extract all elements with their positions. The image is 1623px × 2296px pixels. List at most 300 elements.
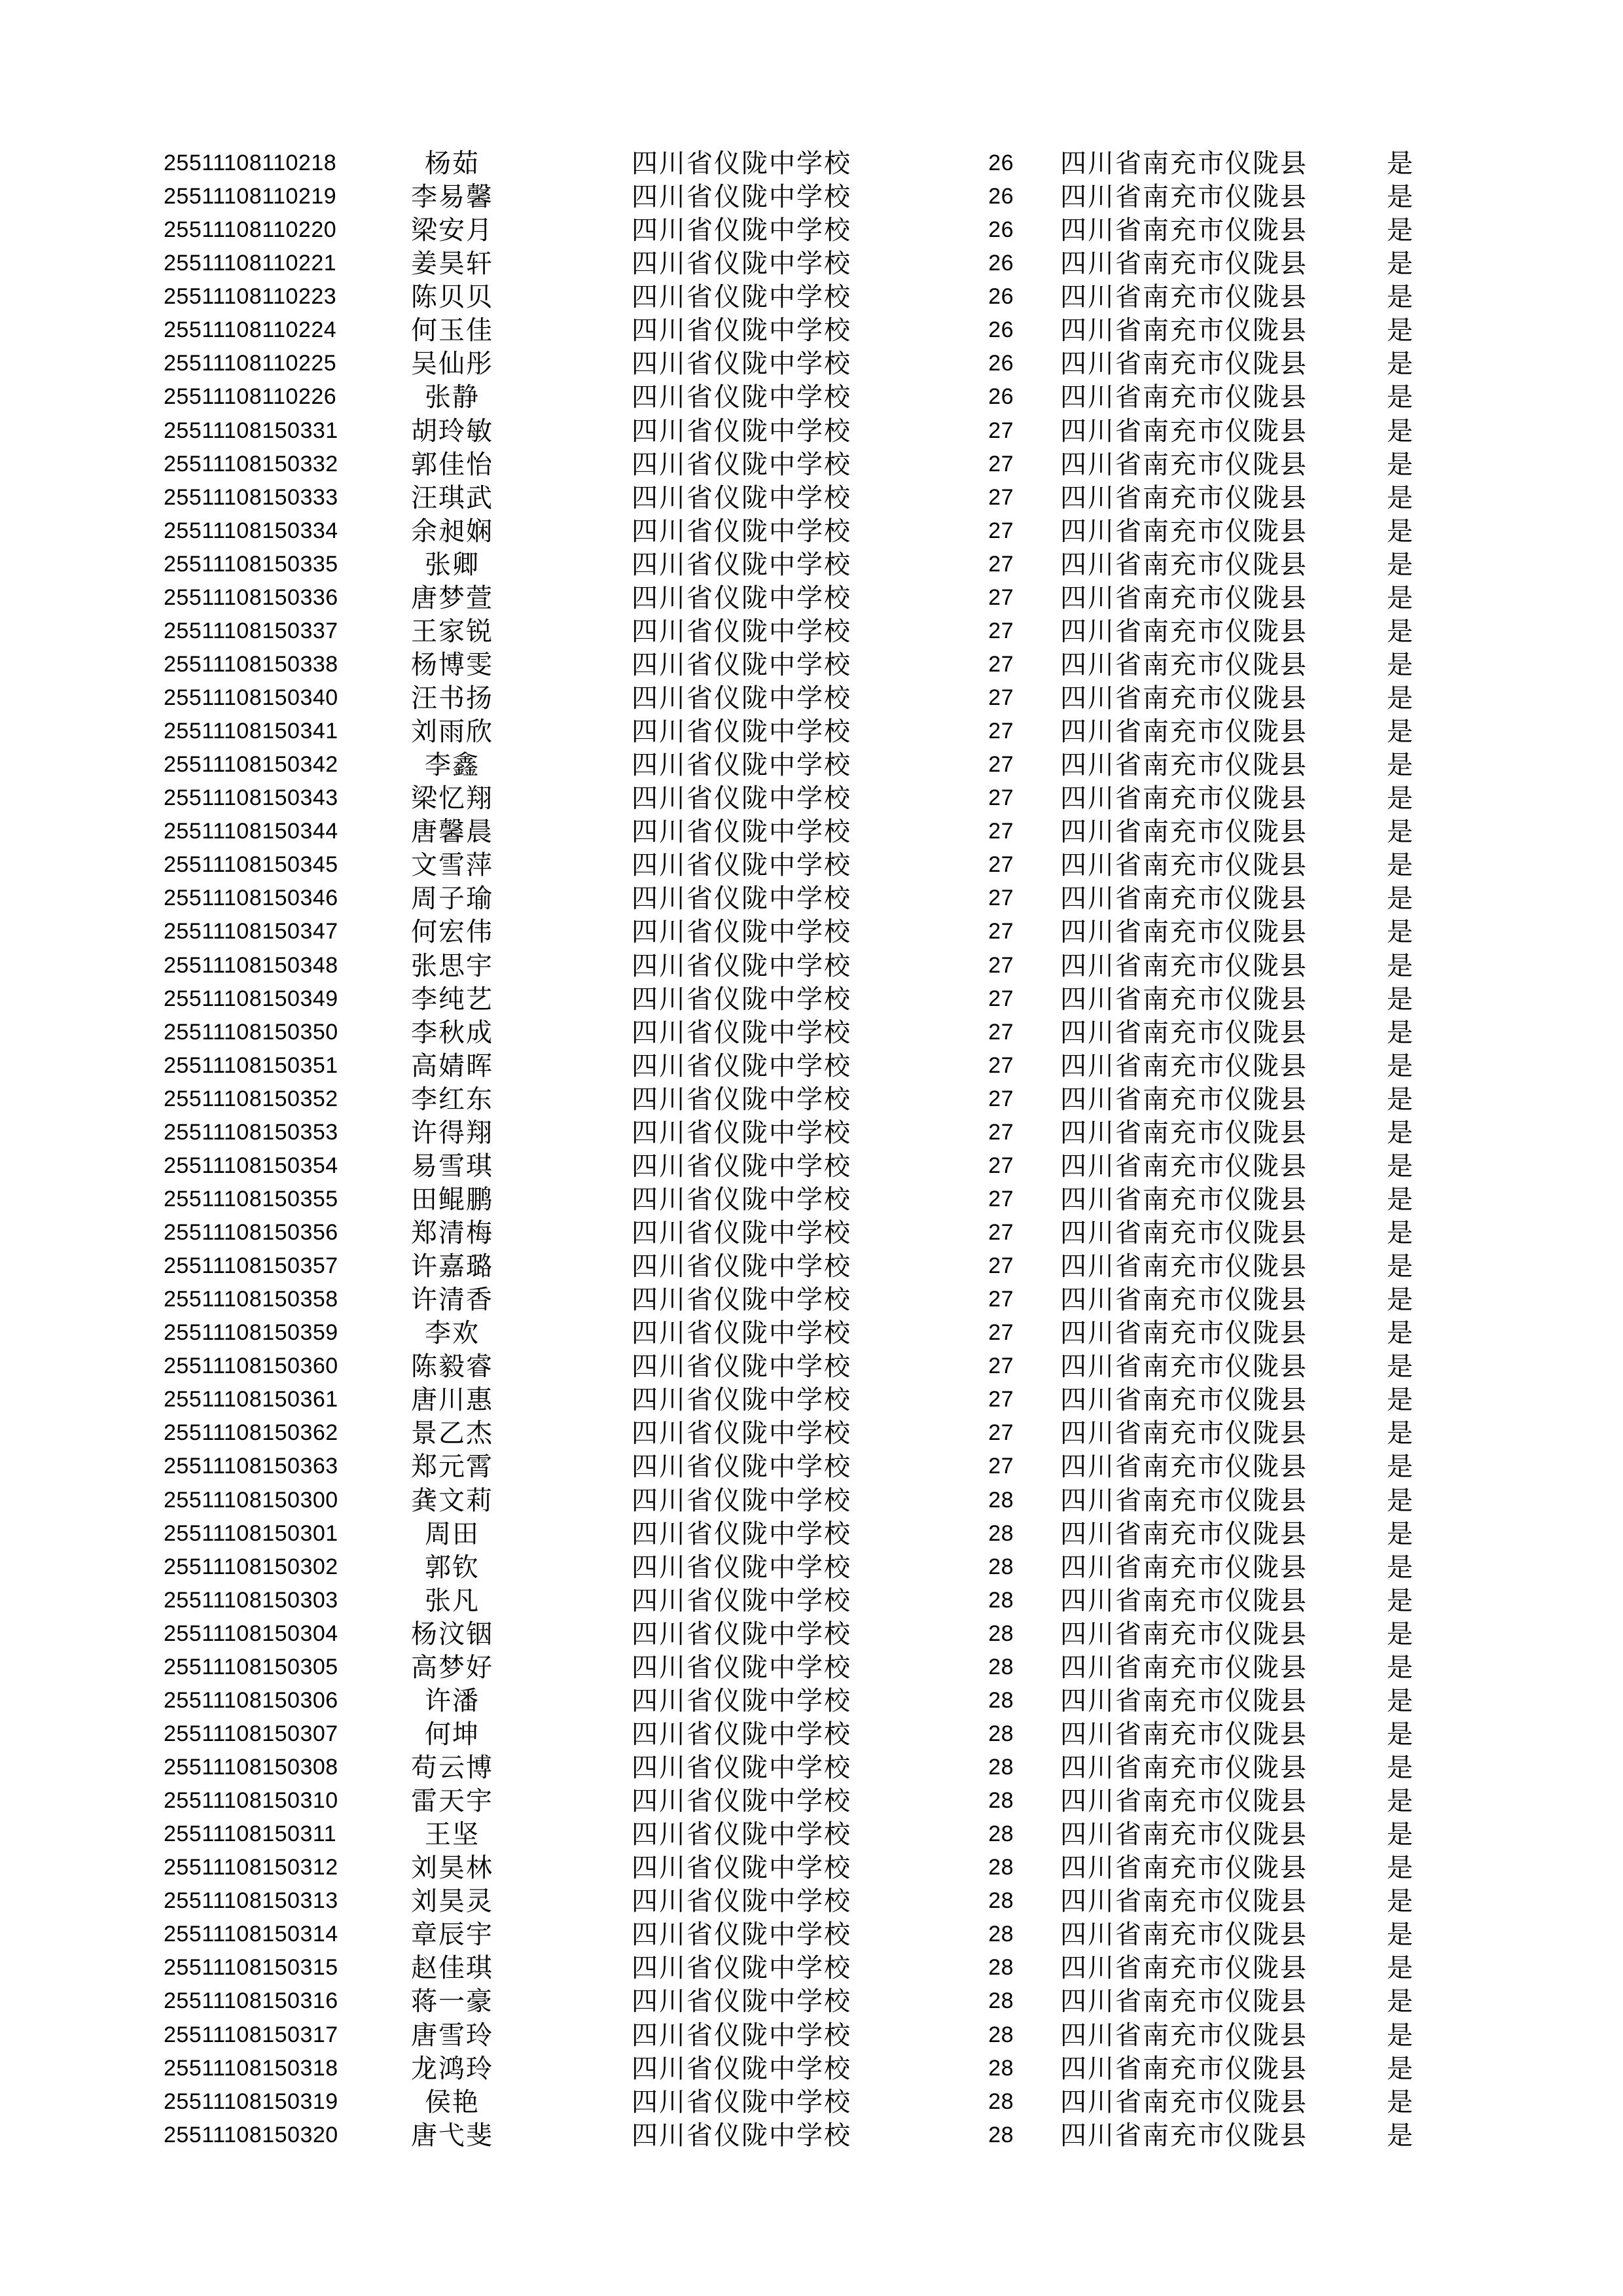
student-name-cell: 何玉佳 [411,315,493,346]
table-row [0,1249,1623,1283]
flag-cell: 是 [1387,1652,1413,1682]
student-name-cell: 张静 [425,382,480,412]
table-row [0,1350,1623,1383]
school-cell: 四川省仪陇中学校 [632,215,851,245]
class-number-cell: 27 [988,618,1014,643]
class-number-cell: 27 [988,685,1014,710]
table-row [0,581,1623,615]
table-row [0,514,1623,548]
class-number-cell: 27 [988,1287,1014,1312]
flag-cell: 是 [1387,649,1413,679]
class-number-cell: 27 [988,1086,1014,1111]
table-row [0,1316,1623,1350]
flag-cell: 是 [1387,482,1413,512]
class-number-cell: 28 [988,1821,1014,1847]
student-name-cell: 李秋成 [411,1017,493,1047]
student-name-cell: 侯艳 [425,2087,480,2117]
table-row [0,982,1623,1016]
flag-cell: 是 [1387,516,1413,546]
student-name-cell: 唐雪玲 [411,2020,493,2050]
table-row [0,1149,1623,1183]
student-name-cell: 陈贝贝 [411,282,493,312]
student-name-cell: 章辰宇 [411,1920,493,1950]
county-cell: 四川省南充市仪陇县 [1060,416,1308,446]
class-number-cell: 27 [988,852,1014,878]
school-cell: 四川省仪陇中学校 [632,649,851,679]
student-name-cell: 汪书扬 [411,683,493,713]
school-cell: 四川省仪陇中学校 [632,1050,851,1081]
flag-cell: 是 [1387,349,1413,379]
flag-cell: 是 [1387,315,1413,346]
school-cell: 四川省仪陇中学校 [632,1285,851,1315]
class-number-cell: 26 [988,284,1014,310]
table-row [0,1918,1623,1951]
school-cell: 四川省仪陇中学校 [632,1518,851,1549]
exam-id-cell: 25511108150337 [164,618,338,643]
county-cell: 四川省南充市仪陇县 [1060,1385,1308,1415]
class-number-cell: 28 [988,1755,1014,1780]
student-name-cell: 龙鸿玲 [411,2053,493,2083]
county-cell: 四川省南充市仪陇县 [1060,1753,1308,1782]
exam-id-cell: 25511108150353 [164,1119,338,1145]
class-number-cell: 27 [988,752,1014,778]
class-number-cell: 27 [988,1052,1014,1078]
school-cell: 四川省仪陇中学校 [632,149,851,178]
school-cell: 四川省仪陇中学校 [632,850,851,880]
table-row [0,1884,1623,1918]
student-name-cell: 唐梦萱 [411,583,493,613]
flag-cell: 是 [1387,1251,1413,1282]
student-name-cell: 文雪萍 [411,850,493,880]
exam-id-cell: 25511108150340 [164,685,338,710]
county-cell: 四川省南充市仪陇县 [1060,1285,1308,1315]
student-name-cell: 刘昊灵 [411,1886,493,1916]
exam-id-cell: 25511108110219 [164,184,337,209]
table-row [0,481,1623,514]
exam-id-cell: 25511108150356 [164,1220,338,1245]
class-number-cell: 27 [988,584,1014,610]
school-cell: 四川省仪陇中学校 [632,683,851,713]
student-name-cell: 姜昊轩 [411,249,493,279]
table-row [0,1016,1623,1049]
exam-id-cell: 25511108150360 [164,1354,338,1379]
exam-id-cell: 25511108110224 [164,317,337,343]
table-row [0,280,1623,314]
student-name-cell: 刘雨欣 [411,717,493,747]
student-name-cell: 田鲲鹏 [411,1184,493,1214]
school-cell: 四川省仪陇中学校 [632,2087,851,2117]
class-number-cell: 28 [988,1587,1014,1613]
school-cell: 四川省仪陇中学校 [632,817,851,847]
table-row [0,1784,1623,1818]
county-cell: 四川省南充市仪陇县 [1060,750,1308,780]
exam-id-cell: 25511108110225 [164,351,337,376]
student-name-cell: 赵佳琪 [411,1953,493,1983]
flag-cell: 是 [1387,1184,1413,1214]
exam-id-cell: 25511108150355 [164,1186,338,1211]
class-number-cell: 28 [988,1687,1014,1713]
class-number-cell: 27 [988,1387,1014,1412]
school-cell: 四川省仪陇中学校 [632,1251,851,1282]
school-cell: 四川省仪陇中学校 [632,717,851,747]
county-cell: 四川省南充市仪陇县 [1060,382,1308,412]
exam-id-cell: 25511108150302 [164,1554,338,1579]
class-number-cell: 27 [988,785,1014,811]
flag-cell: 是 [1387,950,1413,980]
flag-cell: 是 [1387,683,1413,713]
table-row [0,1283,1623,1316]
county-cell: 四川省南充市仪陇县 [1060,215,1308,245]
table-row [0,2018,1623,2052]
student-name-cell: 唐弋斐 [411,2120,493,2150]
county-cell: 四川省南充市仪陇县 [1060,2120,1308,2150]
school-cell: 四川省仪陇中学校 [632,1853,851,1883]
student-name-cell: 汪琪武 [411,482,493,512]
county-cell: 四川省南充市仪陇县 [1060,649,1308,679]
table-row [0,2052,1623,2085]
table-row [0,1951,1623,1984]
student-name-cell: 李红东 [411,1084,493,1114]
school-cell: 四川省仪陇中学校 [632,1753,851,1782]
county-cell: 四川省南充市仪陇县 [1060,1184,1308,1214]
exam-id-cell: 25511108150334 [164,518,338,543]
county-cell: 四川省南充市仪陇县 [1060,1853,1308,1883]
exam-id-cell: 25511108150345 [164,852,338,878]
exam-id-cell: 25511108150362 [164,1420,338,1446]
class-number-cell: 27 [988,719,1014,744]
table-row [0,1484,1623,1517]
exam-id-cell: 25511108150314 [164,1922,338,1947]
flag-cell: 是 [1387,1017,1413,1047]
flag-cell: 是 [1387,1585,1413,1615]
school-cell: 四川省仪陇中学校 [632,1184,851,1214]
class-number-cell: 28 [988,1788,1014,1814]
table-row [0,213,1623,247]
student-name-cell: 吴仙彤 [411,349,493,379]
exam-id-cell: 25511108150359 [164,1320,338,1346]
flag-cell: 是 [1387,2053,1413,2083]
student-list [0,147,1623,2152]
student-name-cell: 郭佳怡 [411,449,493,479]
student-name-cell: 张凡 [425,1585,480,1615]
county-cell: 四川省南充市仪陇县 [1060,1920,1308,1950]
class-number-cell: 27 [988,1454,1014,1479]
table-row [0,414,1623,448]
exam-id-cell: 25511108150336 [164,584,338,610]
school-cell: 四川省仪陇中学校 [632,1084,851,1114]
county-cell: 四川省南充市仪陇县 [1060,1886,1308,1916]
class-number-cell: 27 [988,551,1014,577]
student-name-cell: 杨博雯 [411,649,493,679]
table-row [0,1116,1623,1149]
county-cell: 四川省南充市仪陇县 [1060,549,1308,579]
class-number-cell: 27 [988,451,1014,476]
flag-cell: 是 [1387,1552,1413,1582]
flag-cell: 是 [1387,717,1413,747]
exam-id-cell: 25511108150311 [164,1821,337,1847]
exam-id-cell: 25511108110226 [164,384,337,410]
table-row [0,1984,1623,2018]
table-row [0,1083,1623,1116]
school-cell: 四川省仪陇中学校 [632,1953,851,1983]
table-row [0,314,1623,347]
county-cell: 四川省南充市仪陇县 [1060,1685,1308,1715]
class-number-cell: 27 [988,1220,1014,1245]
table-row [0,1617,1623,1651]
county-cell: 四川省南充市仪陇县 [1060,683,1308,713]
class-number-cell: 28 [988,2022,1014,2047]
flag-cell: 是 [1387,583,1413,613]
table-row [0,1517,1623,1551]
exam-id-cell: 25511108150333 [164,484,338,510]
county-cell: 四川省南充市仪陇县 [1060,1218,1308,1247]
student-name-cell: 龚文莉 [411,1485,493,1515]
class-number-cell: 27 [988,952,1014,978]
county-cell: 四川省南充市仪陇县 [1060,583,1308,613]
flag-cell: 是 [1387,1285,1413,1315]
table-row [0,448,1623,481]
exam-id-cell: 25511108150335 [164,551,338,577]
exam-id-cell: 25511108150331 [164,418,338,443]
class-number-cell: 28 [988,1487,1014,1513]
school-cell: 四川省仪陇中学校 [632,984,851,1014]
student-name-cell: 李鑫 [425,750,480,780]
student-name-cell: 杨茹 [425,149,480,178]
table-row [0,1717,1623,1751]
flag-cell: 是 [1387,1820,1413,1850]
exam-id-cell: 25511108150344 [164,819,338,844]
flag-cell: 是 [1387,1753,1413,1782]
table-row [0,648,1623,681]
flag-cell: 是 [1387,850,1413,880]
student-name-cell: 许潘 [425,1685,480,1715]
school-cell: 四川省仪陇中学校 [632,583,851,613]
flag-cell: 是 [1387,2087,1413,2117]
class-number-cell: 27 [988,1019,1014,1045]
county-cell: 四川省南充市仪陇县 [1060,1117,1308,1147]
county-cell: 四川省南充市仪陇县 [1060,884,1308,914]
class-number-cell: 28 [988,1520,1014,1546]
student-name-cell: 许清香 [411,1285,493,1315]
flag-cell: 是 [1387,884,1413,914]
class-number-cell: 28 [988,2055,1014,2081]
county-cell: 四川省南充市仪陇县 [1060,482,1308,512]
student-name-cell: 唐馨晨 [411,817,493,847]
county-cell: 四川省南充市仪陇县 [1060,1986,1308,2017]
class-number-cell: 27 [988,1186,1014,1211]
flag-cell: 是 [1387,1452,1413,1482]
student-name-cell: 许嘉璐 [411,1251,493,1282]
county-cell: 四川省南充市仪陇县 [1060,1585,1308,1615]
student-name-cell: 何宏伟 [411,917,493,947]
class-number-cell: 26 [988,317,1014,343]
flag-cell: 是 [1387,282,1413,312]
school-cell: 四川省仪陇中学校 [632,1820,851,1850]
student-name-cell: 高梦好 [411,1652,493,1682]
school-cell: 四川省仪陇中学校 [632,2020,851,2050]
school-cell: 四川省仪陇中学校 [632,516,851,546]
student-name-cell: 李易馨 [411,182,493,212]
exam-id-cell: 25511108150348 [164,952,338,978]
class-number-cell: 26 [988,184,1014,209]
school-cell: 四川省仪陇中学校 [632,1652,851,1682]
county-cell: 四川省南充市仪陇县 [1060,917,1308,947]
school-cell: 四川省仪陇中学校 [632,1485,851,1515]
county-cell: 四川省南充市仪陇县 [1060,249,1308,279]
exam-id-cell: 25511108110221 [164,251,337,276]
flag-cell: 是 [1387,249,1413,279]
student-name-cell: 唐川惠 [411,1385,493,1415]
school-cell: 四川省仪陇中学校 [632,1352,851,1382]
class-number-cell: 27 [988,1354,1014,1379]
school-cell: 四川省仪陇中学校 [632,750,851,780]
exam-id-cell: 25511108150320 [164,2122,338,2147]
flag-cell: 是 [1387,984,1413,1014]
school-cell: 四川省仪陇中学校 [632,2053,851,2083]
student-name-cell: 刘昊林 [411,1853,493,1883]
school-cell: 四川省仪陇中学校 [632,449,851,479]
student-name-cell: 李欢 [425,1318,480,1348]
student-name-cell: 雷天宇 [411,1786,493,1816]
table-row [0,2119,1623,2152]
exam-id-cell: 25511108150300 [164,1487,338,1513]
school-cell: 四川省仪陇中学校 [632,917,851,947]
flag-cell: 是 [1387,1853,1413,1883]
student-name-cell: 梁忆翔 [411,783,493,814]
school-cell: 四川省仪陇中学校 [632,950,851,980]
school-cell: 四川省仪陇中学校 [632,1218,851,1247]
county-cell: 四川省南充市仪陇县 [1060,616,1308,646]
student-name-cell: 郑清梅 [411,1218,493,1247]
table-row [0,147,1623,180]
exam-id-cell: 25511108150316 [164,1988,338,2014]
table-row [0,1383,1623,1416]
table-row [0,615,1623,648]
table-row [0,748,1623,781]
table-row [0,815,1623,848]
table-row [0,1684,1623,1717]
school-cell: 四川省仪陇中学校 [632,783,851,814]
student-name-cell: 杨汶铟 [411,1619,493,1649]
student-name-cell: 王家锐 [411,616,493,646]
student-name-cell: 陈毅睿 [411,1352,493,1382]
class-number-cell: 27 [988,1153,1014,1178]
class-number-cell: 26 [988,217,1014,243]
class-number-cell: 27 [988,518,1014,543]
exam-id-cell: 25511108150358 [164,1287,338,1312]
flag-cell: 是 [1387,215,1413,245]
exam-id-cell: 25511108110223 [164,284,337,310]
county-cell: 四川省南充市仪陇县 [1060,783,1308,814]
table-row [0,1183,1623,1216]
county-cell: 四川省南充市仪陇县 [1060,1418,1308,1448]
county-cell: 四川省南充市仪陇县 [1060,1619,1308,1649]
table-row [0,848,1623,882]
class-number-cell: 27 [988,886,1014,911]
exam-id-cell: 25511108150307 [164,1721,338,1746]
flag-cell: 是 [1387,917,1413,947]
table-row [0,2085,1623,2119]
flag-cell: 是 [1387,1218,1413,1247]
school-cell: 四川省仪陇中学校 [632,1318,851,1348]
student-name-cell: 周田 [425,1518,480,1549]
exam-id-cell: 25511108150363 [164,1454,338,1479]
class-number-cell: 27 [988,986,1014,1011]
flag-cell: 是 [1387,1986,1413,2017]
table-row [0,882,1623,915]
exam-id-cell: 25511108110218 [164,151,337,175]
flag-cell: 是 [1387,382,1413,412]
exam-id-cell: 25511108150301 [164,1520,338,1546]
class-number-cell: 27 [988,1119,1014,1145]
school-cell: 四川省仪陇中学校 [632,616,851,646]
county-cell: 四川省南充市仪陇县 [1060,984,1308,1014]
exam-id-cell: 25511108150361 [164,1387,338,1412]
county-cell: 四川省南充市仪陇县 [1060,149,1308,178]
school-cell: 四川省仪陇中学校 [632,1786,851,1816]
school-cell: 四川省仪陇中学校 [632,282,851,312]
table-row [0,1851,1623,1884]
table-row [0,1651,1623,1684]
student-name-cell: 周子瑜 [411,884,493,914]
school-cell: 四川省仪陇中学校 [632,1117,851,1147]
class-number-cell: 27 [988,484,1014,510]
school-cell: 四川省仪陇中学校 [632,382,851,412]
class-number-cell: 27 [988,1253,1014,1279]
flag-cell: 是 [1387,1685,1413,1715]
county-cell: 四川省南充市仪陇县 [1060,2020,1308,2050]
flag-cell: 是 [1387,1886,1413,1916]
flag-cell: 是 [1387,449,1413,479]
county-cell: 四川省南充市仪陇县 [1060,516,1308,546]
county-cell: 四川省南充市仪陇县 [1060,1518,1308,1549]
flag-cell: 是 [1387,1418,1413,1448]
flag-cell: 是 [1387,2020,1413,2050]
school-cell: 四川省仪陇中学校 [632,1151,851,1181]
class-number-cell: 28 [988,1888,1014,1914]
student-name-cell: 李纯艺 [411,984,493,1014]
student-name-cell: 余昶娴 [411,516,493,546]
class-number-cell: 27 [988,919,1014,944]
county-cell: 四川省南充市仪陇县 [1060,1084,1308,1114]
school-cell: 四川省仪陇中学校 [632,1920,851,1950]
exam-id-cell: 25511108150347 [164,919,338,944]
table-row [0,715,1623,748]
exam-id-cell: 25511108150350 [164,1019,338,1045]
student-name-cell: 郭钦 [425,1552,480,1582]
exam-id-cell: 25511108150343 [164,785,338,811]
flag-cell: 是 [1387,1318,1413,1348]
student-name-cell: 张思宇 [411,950,493,980]
school-cell: 四川省仪陇中学校 [632,549,851,579]
class-number-cell: 27 [988,651,1014,677]
county-cell: 四川省南充市仪陇县 [1060,1652,1308,1682]
county-cell: 四川省南充市仪陇县 [1060,1820,1308,1850]
school-cell: 四川省仪陇中学校 [632,416,851,446]
exam-id-cell: 25511108110220 [164,217,337,243]
school-cell: 四川省仪陇中学校 [632,1585,851,1615]
exam-id-cell: 25511108150303 [164,1587,338,1613]
table-row [0,180,1623,213]
class-number-cell: 26 [988,251,1014,276]
student-name-cell: 高婧晖 [411,1050,493,1081]
county-cell: 四川省南充市仪陇县 [1060,449,1308,479]
flag-cell: 是 [1387,1719,1413,1749]
exam-id-cell: 25511108150342 [164,752,338,778]
student-name-cell: 张卿 [425,549,480,579]
flag-cell: 是 [1387,1953,1413,1983]
school-cell: 四川省仪陇中学校 [632,1685,851,1715]
